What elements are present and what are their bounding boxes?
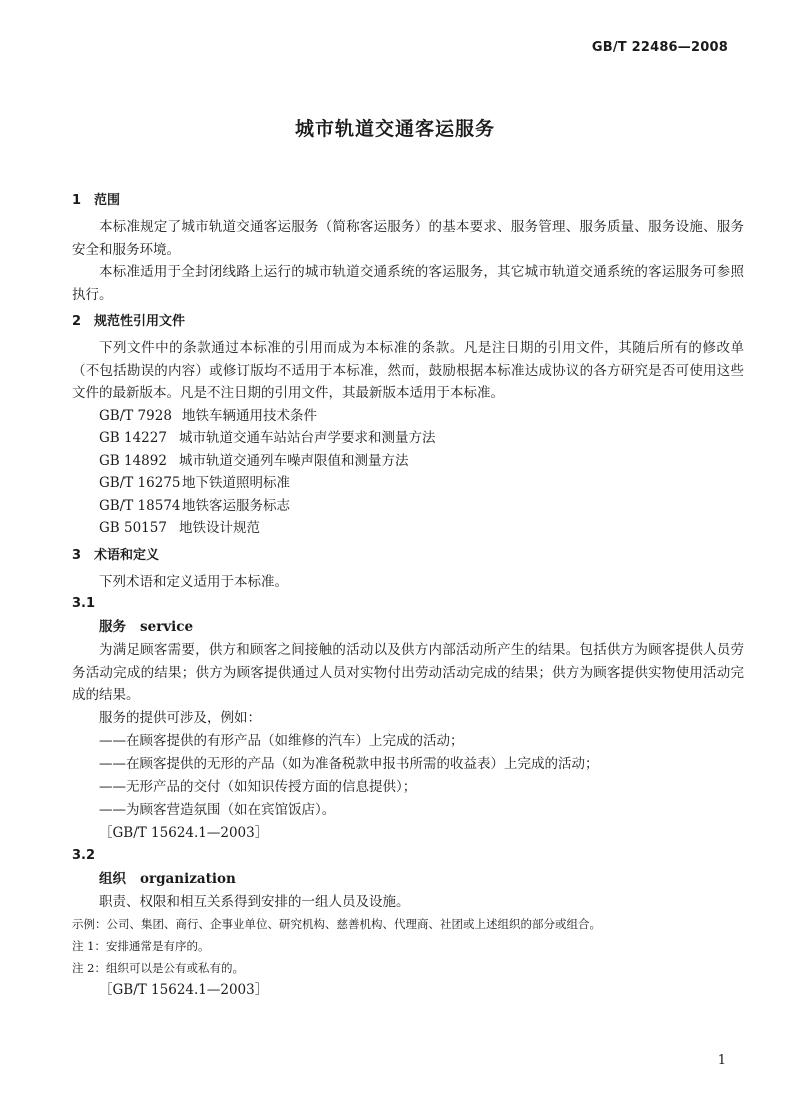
term-zh: 服务	[99, 619, 126, 635]
section-title: 范围	[94, 193, 121, 208]
term-en: service	[140, 619, 194, 635]
section-heading-terms-definitions	[72, 546, 744, 566]
section-title: 规范性引用文件	[94, 314, 186, 329]
term-definition: 职责、权限和相互关系得到安排的一组人员及设施。	[99, 893, 410, 910]
paragraph: 本标准适用于全封闭线路上运行的城市轨道交通系统的客运服务，其它城市轨道交通系统的客运服务可参照执行。	[72, 264, 744, 303]
section-number: 3	[72, 547, 82, 563]
reference-title: 地下铁道照明标准	[182, 475, 290, 491]
page-number: 1	[717, 1053, 726, 1068]
standard-code: GB/T 22486—2008	[591, 40, 728, 55]
section-title: 术语和定义	[94, 547, 160, 563]
list-item: ——在顾客提供的无形的产品（如为准备税款申报书所需的收益表）上完成的活动；	[99, 755, 599, 772]
term-entry	[72, 867, 744, 891]
reference-item	[72, 517, 744, 540]
page-title: 城市轨道交通客运服务	[294, 118, 495, 140]
paragraph: 下列术语和定义适用于本标准。	[99, 573, 288, 590]
reference-title: 城市轨道交通车站站台声学要求和测量方法	[179, 430, 436, 446]
reference-code: GB/T 7928	[99, 407, 172, 424]
paragraph: 本标准规定了城市轨道交通客运服务（简称客运服务）的基本要求、服务管理、服务质量、服务设施、服务安全和服务环境。	[72, 219, 744, 258]
section-heading-scope	[72, 191, 744, 211]
section-number: 1	[72, 193, 82, 208]
reference-code: GB 14227	[99, 430, 167, 446]
reference-title: 地铁客运服务标志	[182, 497, 290, 514]
reference-item	[72, 405, 744, 428]
term-en: organization	[140, 870, 236, 887]
reference-code: GB/T 18574	[99, 497, 181, 514]
reference-item	[72, 495, 744, 518]
reference-code: GB 14892	[99, 452, 167, 469]
term-definition: 为满足顾客需要，供方和顾客之间接触的活动以及供方内部活动所产生的结果。包括供方为顾客提供人员劳务活动完成的结果；供方为顾客提供通过人员对实物付出劳动活动完成的结果；供方为顾客提供实物使用活动完成的结果。	[72, 642, 744, 703]
clause-number: 3.1	[72, 596, 96, 611]
reference-item	[72, 450, 744, 473]
example-note: 示例：公司、集团、商行、企事业单位、研究机构、慈善机构、代理商、社团或上述组织的部分或组合。	[72, 917, 601, 931]
source-citation: ［GB/T 15624.1—2003］	[99, 824, 269, 841]
examples-intro: 服务的提供可涉及，例如：	[99, 709, 261, 726]
reference-item	[72, 472, 744, 495]
section-number: 2	[72, 314, 82, 329]
term-entry	[72, 615, 744, 639]
reference-title: 城市轨道交通列车噪声限值和测量方法	[179, 452, 409, 469]
note-2: 注 2：组织可以是公有或私有的。	[72, 961, 244, 975]
clause-number: 3.2	[72, 847, 96, 863]
reference-code: GB/T 16275	[99, 475, 181, 491]
reference-item	[72, 427, 744, 450]
list-item: ——为顾客营造氛围（如在宾馆饭店）。	[99, 801, 336, 818]
reference-title: 地铁设计规范	[179, 520, 260, 536]
term-zh: 组织	[99, 870, 126, 887]
note-1: 注 1：安排通常是有序的。	[72, 939, 210, 953]
paragraph: 下列文件中的条款通过本标准的引用而成为本标准的条款。凡是注日期的引用文件，其随后所有的修改单（不包括勘误的内容）或修订版均不适用于本标准，然而，鼓励根据本标准达成协议的各方研究是否可使用这些文件的最新版本。凡是不注日期的引用文件，其最新版本适用于本标准。	[72, 340, 744, 401]
reference-title: 地铁车辆通用技术条件	[182, 407, 317, 424]
source-citation: ［GB/T 15624.1—2003］	[99, 982, 269, 998]
section-heading-normative-references	[72, 312, 744, 332]
list-item: ——无形产品的交付（如知识传授方面的信息提供）；	[99, 778, 417, 795]
list-item: ——在顾客提供的有形产品（如维修的汽车）上完成的活动；	[99, 732, 464, 749]
document-body	[72, 191, 744, 1002]
reference-code: GB 50157	[99, 520, 167, 536]
